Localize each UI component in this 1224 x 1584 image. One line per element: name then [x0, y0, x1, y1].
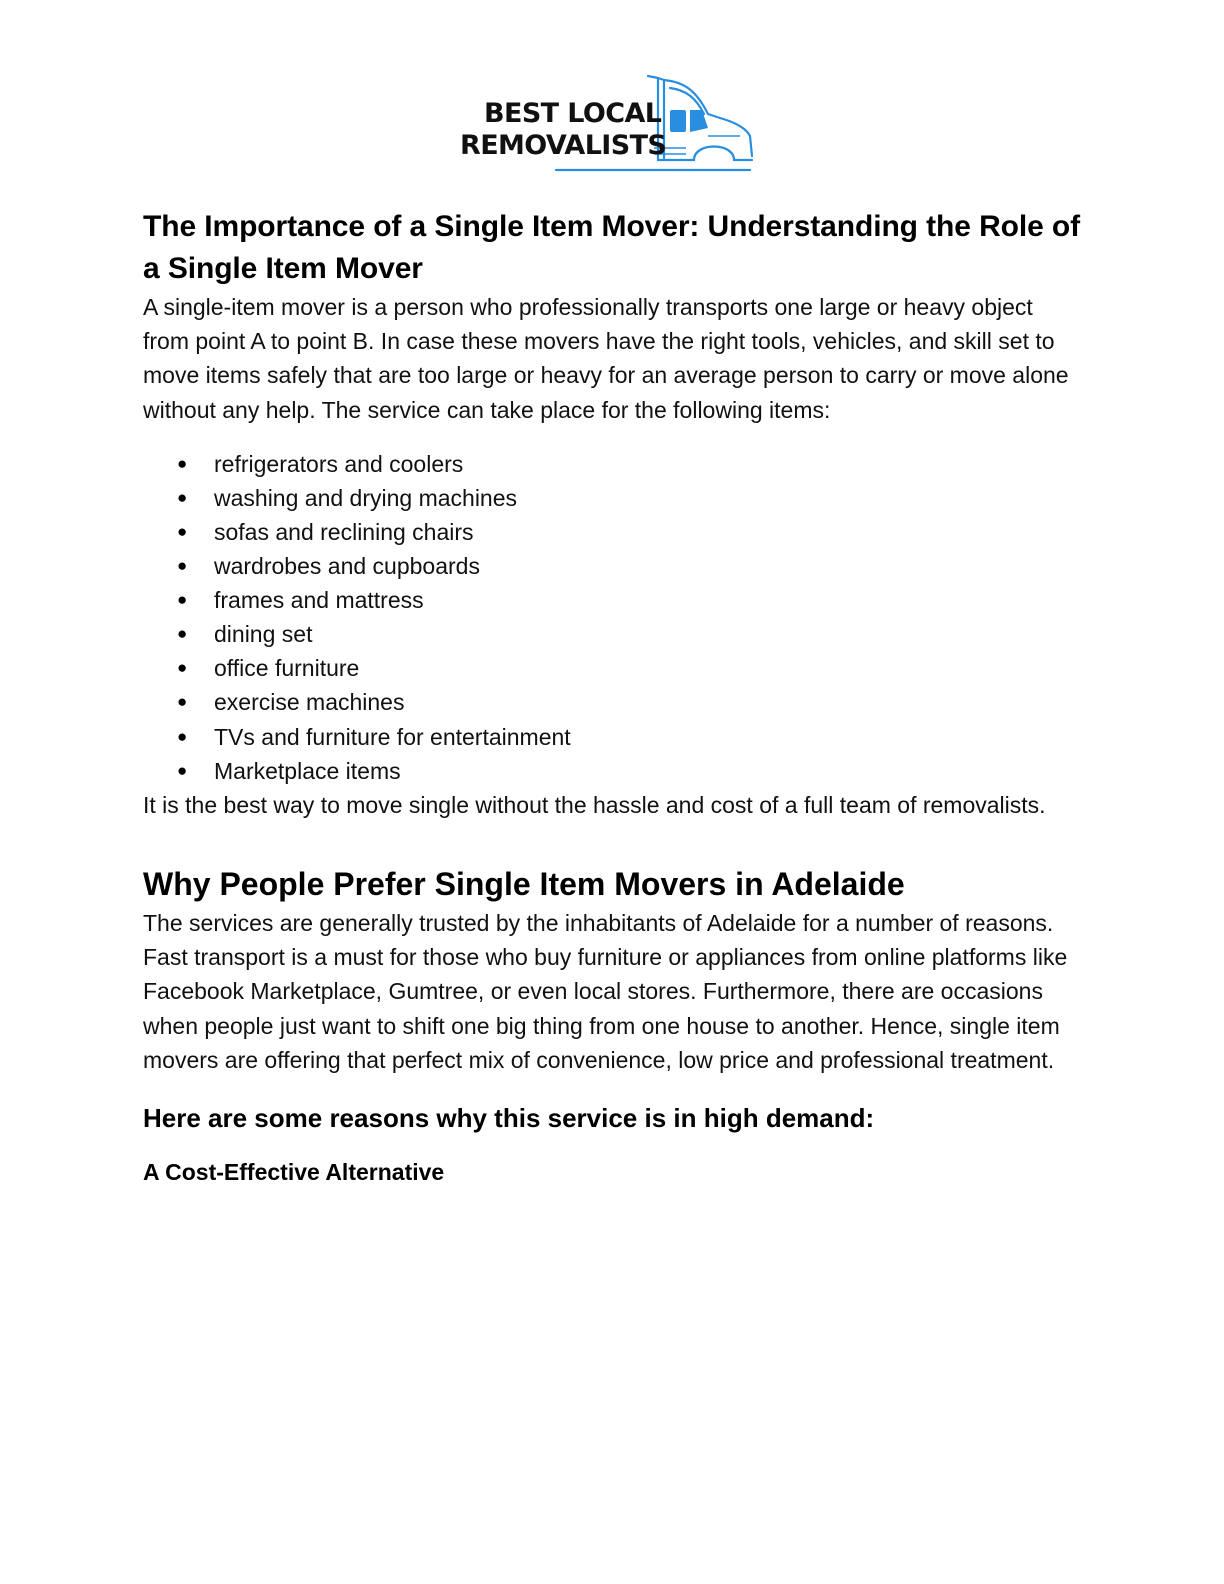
- bullet-icon: ●: [177, 658, 188, 678]
- logo-text-line2: REMOVALISTS: [460, 130, 667, 161]
- bullet-icon: ●: [177, 522, 188, 541]
- reasons-heading: Here are some reasons why this service is in high demand:: [143, 1102, 875, 1133]
- list-item-text: exercise machines: [214, 689, 405, 716]
- document-body: [143, 206, 1083, 1188]
- bullet-icon: ●: [177, 726, 188, 746]
- list-item: [143, 720, 1083, 754]
- list-item-text: frames and mattress: [214, 587, 424, 614]
- section-paragraph: The services are generally trusted by the inhabitants of Adelaide for a number of reasons. Fast transport is a must for those who buy furniture or appliances from online platforms like Facebook Marketplace, Gumtree, or even local stores. Furthermore, there are occasions when people just want to shift one big thing from one house to another. Hence, single item movers are offering that perfect mix of convenience, low price and professional treatment.: [143, 909, 1068, 1073]
- list-item-text: office furniture: [214, 655, 360, 682]
- list-item-text: sofas and reclining chairs: [214, 519, 474, 545]
- bullet-icon: ●: [177, 590, 188, 610]
- list-item: [143, 549, 1083, 583]
- list-item: [143, 481, 1083, 515]
- logo-text-line1: BEST LOCAL: [484, 98, 662, 129]
- intro-paragraph: A single-item mover is a person who professionally transports one large or heavy object from point A to point B. In case these movers have the right tools, vehicles, and skill set to move items safely that are too large or heavy for an average person to carry or move alone without any help. The service can take place for the following items:: [143, 294, 1069, 423]
- first-reason-heading: A Cost-Effective Alternative: [143, 1158, 445, 1185]
- bullet-icon: ●: [177, 692, 188, 712]
- list-item: [143, 685, 1083, 719]
- bullet-icon: ●: [177, 624, 188, 644]
- list-item: [143, 617, 1083, 651]
- brand-logo: [458, 72, 758, 176]
- bullet-icon: ●: [177, 760, 188, 780]
- item-list: [143, 447, 1083, 788]
- list-item-text: washing and drying machines: [214, 484, 518, 511]
- list-item-text: Marketplace items: [214, 757, 401, 784]
- list-item: [143, 447, 1083, 481]
- list-item-text: TVs and furniture for entertainment: [214, 723, 571, 750]
- list-item-text: dining set: [214, 621, 313, 648]
- list-item: [143, 651, 1083, 685]
- closing-paragraph: It is the best way to move single without the hassle and cost of a full team of removalists.: [143, 791, 1046, 818]
- bullet-icon: ●: [177, 556, 188, 576]
- list-item-text: refrigerators and coolers: [214, 450, 464, 477]
- list-item: [143, 754, 1083, 788]
- list-item: [143, 515, 1083, 549]
- bullet-icon: ●: [177, 487, 188, 507]
- bullet-icon: ●: [177, 453, 188, 473]
- document-title: The Importance of a Single Item Mover: Understanding the Role of a Single Item Mover: [143, 210, 1081, 285]
- list-item-text: wardrobes and cupboards: [214, 553, 480, 580]
- list-item: [143, 583, 1083, 617]
- section-title: Why People Prefer Single Item Movers in Adelaide: [143, 865, 905, 902]
